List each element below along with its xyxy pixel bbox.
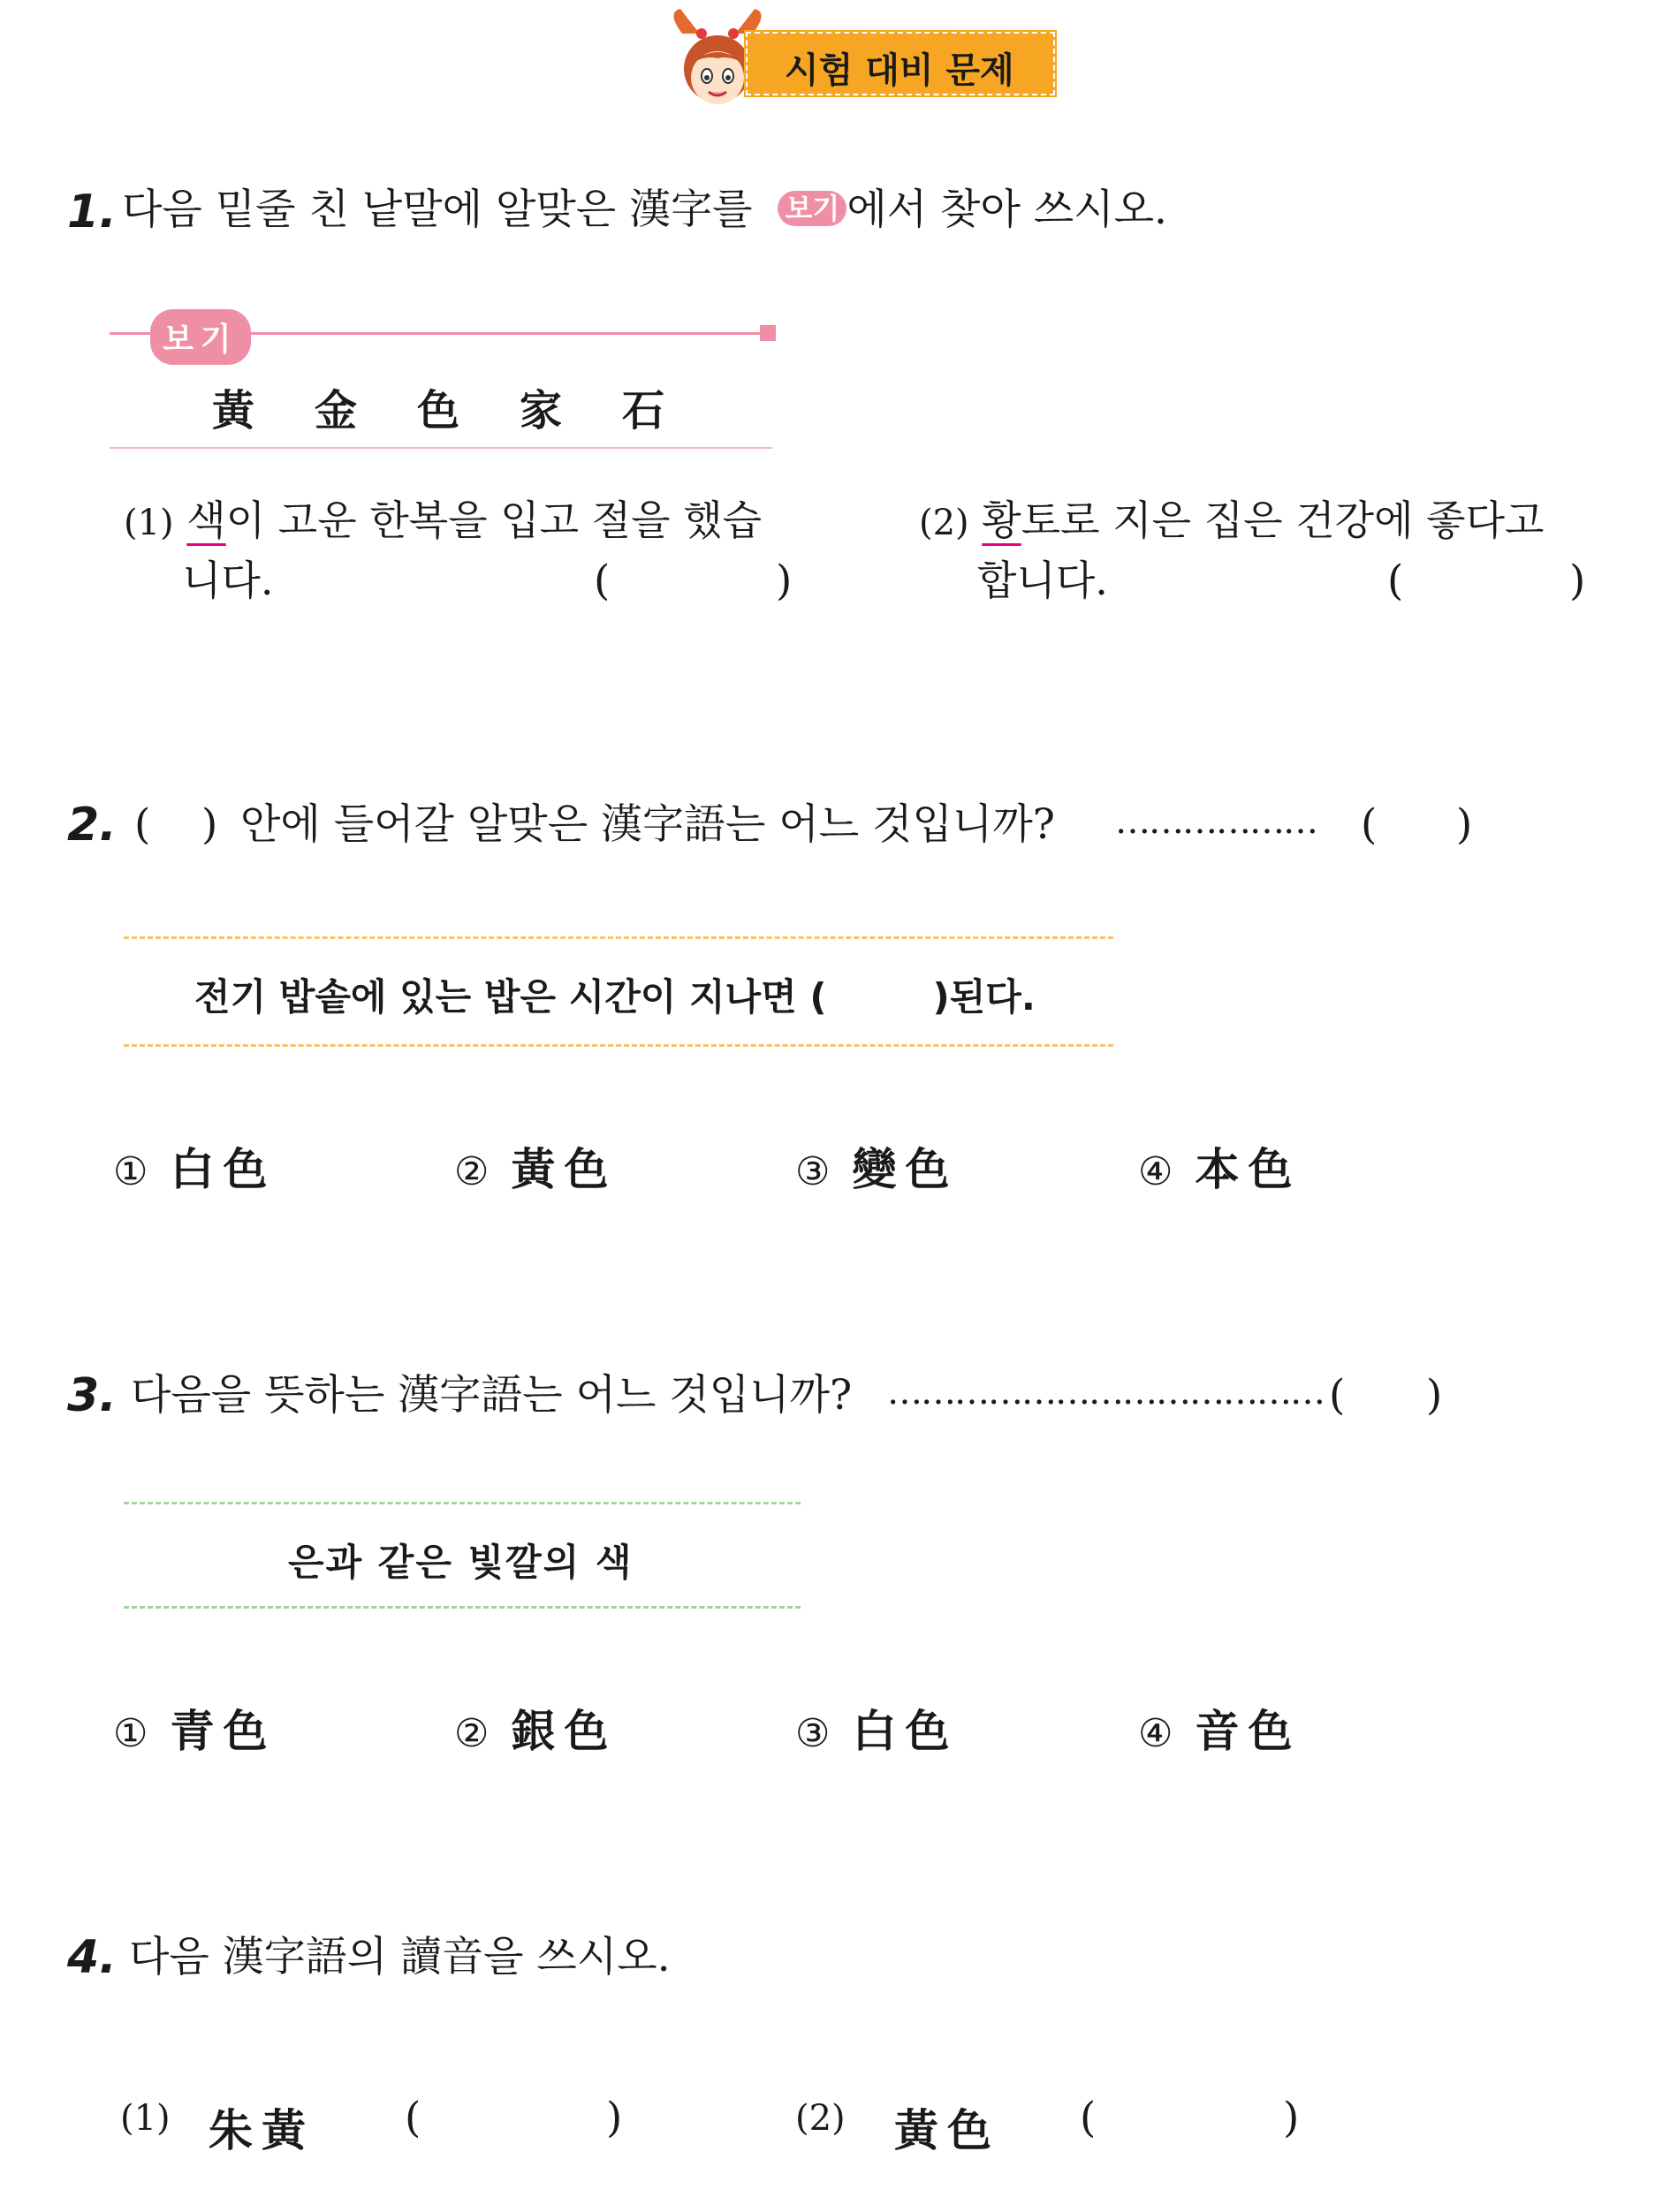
example-label: 보기 — [150, 309, 251, 365]
answer-open-paren: ( — [1329, 1371, 1346, 1420]
item-text: 토로 지은 집은 건강에 좋다고 — [1021, 496, 1545, 544]
option-marker: ② — [454, 1711, 490, 1756]
option-text: 青色 — [170, 1705, 277, 1757]
choice-hanja: 色 — [417, 386, 469, 436]
example-choices — [212, 376, 725, 437]
question-prompt — [122, 186, 1167, 234]
leader-dots: ………………………………… — [887, 1372, 1324, 1413]
option-text: 本色 — [1195, 1143, 1302, 1195]
answer-close-paren: ) — [1569, 557, 1586, 605]
answer-blank[interactable] — [1384, 799, 1454, 848]
meaning-text: 은과 같은 빛깔의 색 — [288, 1541, 634, 1584]
item-marker: (2) — [919, 503, 969, 543]
answer-open-paren: ( — [1361, 800, 1378, 849]
option-marker: ④ — [1138, 1711, 1173, 1756]
underlined-word: 황 — [982, 496, 1021, 544]
sentence-text: 전기 밥솥에 있는 밥은 시간이 지나면 ( — [194, 975, 827, 1019]
option[interactable] — [113, 1134, 277, 1198]
sentence-top-dash — [124, 936, 1113, 939]
answer-open-paren: ( — [405, 2094, 421, 2142]
option[interactable] — [1138, 1134, 1302, 1198]
option[interactable] — [795, 1134, 959, 1198]
prompt-text-end: 에서 찾아 쓰시오. — [846, 186, 1167, 234]
option-marker: ② — [454, 1149, 490, 1194]
option-marker: ① — [113, 1711, 148, 1756]
sentence-box — [194, 968, 1036, 1021]
option-marker: ③ — [795, 1711, 831, 1756]
item-line-2: 니다. — [182, 557, 274, 604]
option-marker: ④ — [1138, 1149, 1173, 1194]
item-line — [919, 496, 1545, 544]
answer-close-paren: ) — [1283, 2094, 1300, 2142]
option[interactable] — [454, 1134, 618, 1198]
option[interactable] — [1138, 1696, 1302, 1760]
meaning-top-dash — [124, 1502, 801, 1504]
option-text: 變色 — [852, 1143, 959, 1195]
sentence-text-end: )된다. — [932, 975, 1036, 1019]
item-line — [124, 496, 763, 544]
example-bottom-line — [110, 447, 772, 449]
choice-hanja: 家 — [520, 386, 572, 436]
badge-label: 시험 대비 문제 — [785, 50, 1014, 91]
option-text: 銀色 — [511, 1705, 618, 1757]
answer-close-paren: ) — [776, 557, 793, 605]
question-number: 2. — [67, 799, 117, 852]
answer-open-paren: ( — [1080, 2094, 1097, 2142]
option[interactable] — [795, 1696, 959, 1760]
option[interactable] — [454, 1696, 618, 1760]
question-prompt: 다음을 뜻하는 漢字語는 어느 것입니까? — [131, 1371, 853, 1420]
answer-close-paren: ) — [1456, 800, 1473, 849]
leader-dots: ……………… — [1115, 801, 1317, 842]
blank-open-paren: ( — [134, 800, 151, 849]
answer-blank[interactable] — [619, 557, 769, 606]
answer-blank[interactable] — [1352, 1369, 1424, 1419]
option-text: 音色 — [1195, 1705, 1302, 1757]
answer-blank[interactable] — [428, 2092, 604, 2141]
answer-blank[interactable] — [1103, 2092, 1279, 2141]
option[interactable] — [113, 1696, 277, 1760]
prompt-text: 다음 밑줄 친 낱말에 알맞은 漢字를 — [122, 186, 753, 234]
badge-box — [746, 32, 1055, 95]
meaning-bottom-dash — [124, 1606, 801, 1609]
answer-close-paren: ) — [606, 2094, 623, 2142]
option-text: 黃色 — [511, 1143, 618, 1195]
example-badge: 보기 — [778, 191, 846, 226]
item-hanja: 朱黃 — [209, 2104, 315, 2156]
choice-hanja: 金 — [315, 386, 367, 436]
item-marker: (1) — [120, 2098, 171, 2139]
answer-open-paren: ( — [1387, 557, 1404, 605]
item-line-2: 합니다. — [977, 557, 1108, 604]
item-marker: (1) — [124, 503, 174, 543]
item-text: 이 고운 한복을 입고 절을 했습 — [225, 496, 763, 544]
header-badge — [664, 27, 1062, 102]
sentence-bottom-dash — [124, 1044, 1113, 1047]
question-number: 4. — [67, 1931, 117, 1984]
question-number: 1. — [67, 186, 117, 239]
option-text: 白色 — [852, 1705, 959, 1757]
option-marker: ③ — [795, 1149, 831, 1194]
underlined-word: 색 — [186, 496, 226, 544]
answer-close-paren: ) — [1426, 1371, 1443, 1420]
option-text: 白色 — [170, 1143, 277, 1195]
option-marker: ① — [113, 1149, 148, 1194]
answer-blank[interactable] — [1412, 557, 1562, 606]
question-prompt: 다음 漢字語의 讀音을 쓰시오. — [129, 1933, 671, 1981]
choice-hanja: 黃 — [212, 386, 264, 436]
question-prompt: 안에 들어갈 알맞은 漢字語는 어느 것입니까? — [240, 800, 1055, 849]
item-hanja: 黃色 — [894, 2104, 1000, 2156]
answer-open-paren: ( — [594, 557, 611, 605]
item-marker: (2) — [795, 2098, 846, 2139]
example-line-end — [760, 325, 776, 341]
blank-close-paren: ) — [201, 800, 218, 849]
question-number: 3. — [67, 1369, 117, 1422]
choice-hanja: 石 — [622, 386, 674, 436]
